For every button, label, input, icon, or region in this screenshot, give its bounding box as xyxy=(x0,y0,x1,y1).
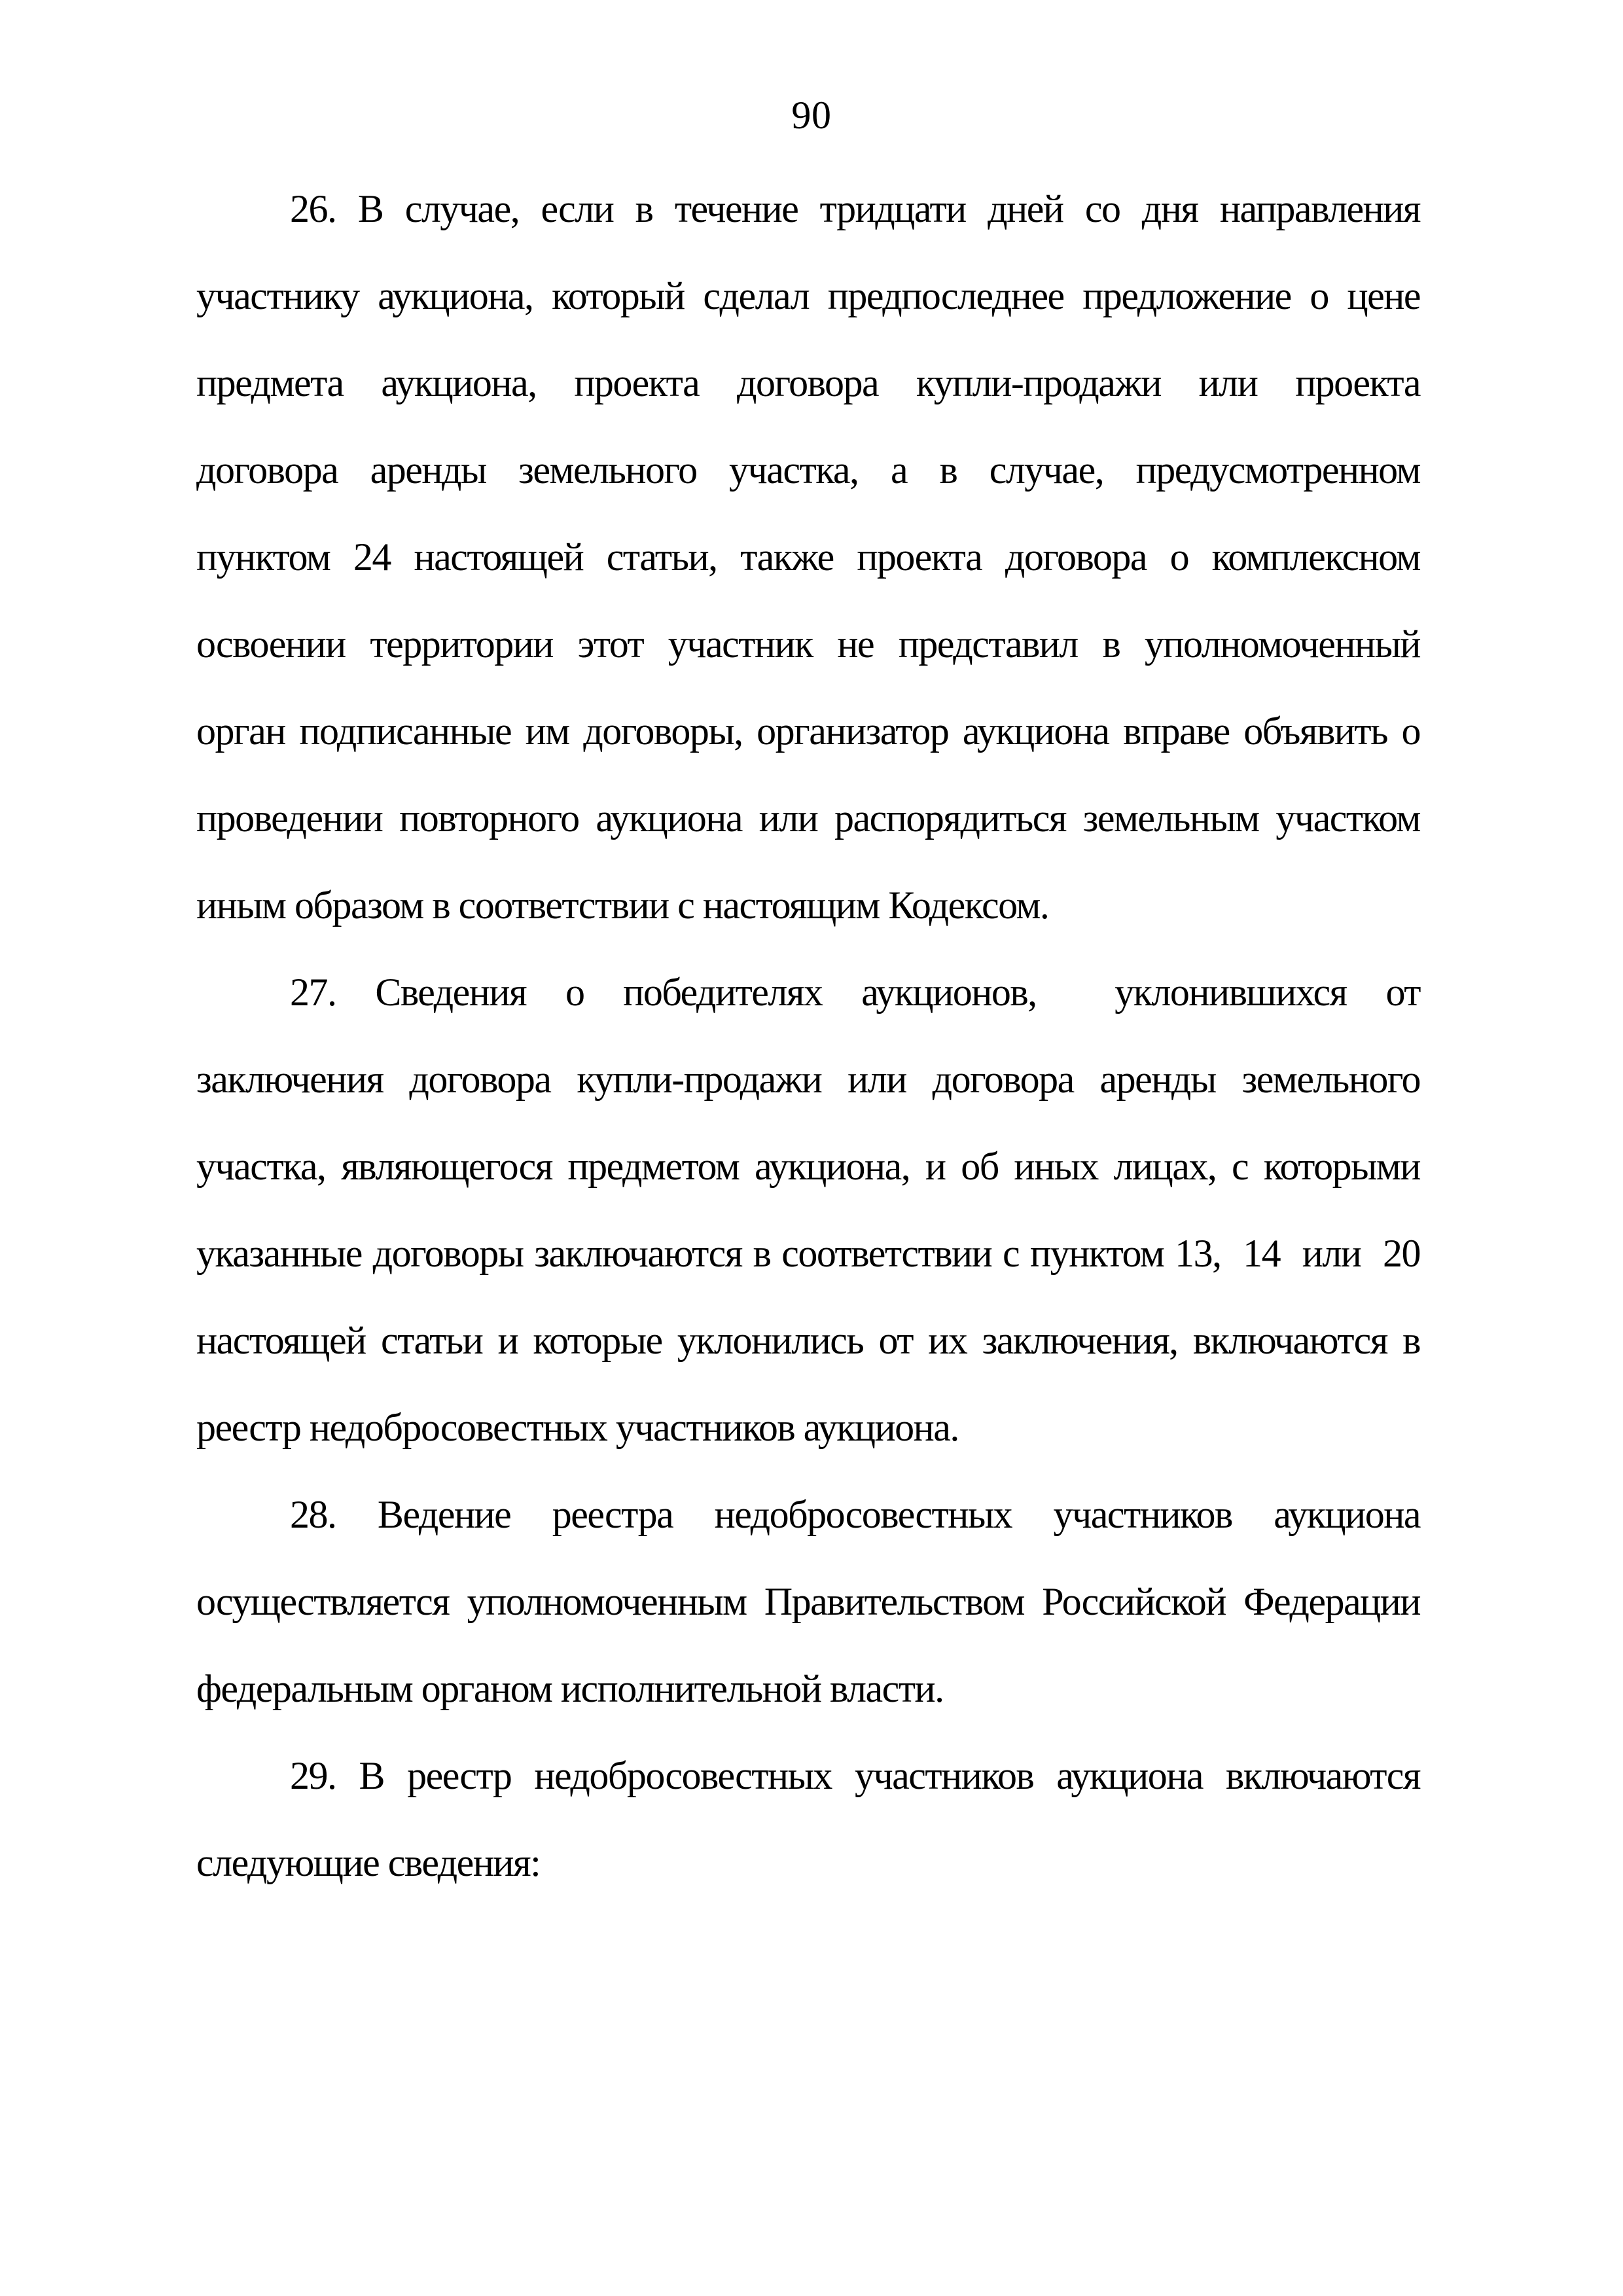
text-line: федеральным органом исполнительной власти. xyxy=(196,1667,944,1710)
text-line: освоении территории этот участник не представил в уполномоченный xyxy=(196,622,1420,666)
text-line: реестр недобросовестных участников аукциона. xyxy=(196,1406,959,1449)
text-line: иным образом в соответствии с настоящим Кодексом. xyxy=(196,884,1049,927)
text-line: следующие сведения: xyxy=(196,1841,541,1884)
text-line: настоящей статьи и которые уклонились от их заключения, включаются в xyxy=(196,1319,1420,1362)
page-number: 90 xyxy=(791,94,832,137)
text-line: договора аренды земельного участка, а в случае, предусмотренном xyxy=(196,448,1420,492)
text-line: заключения договора купли-продажи или договора аренды земельного xyxy=(196,1058,1420,1101)
text-line: 26. В случае, если в течение тридцати дней со дня направления xyxy=(290,187,1420,230)
text-line: 27. Сведения о победителях аукционов, уклонившихся от xyxy=(290,971,1420,1014)
paragraph-27 xyxy=(196,949,1420,1471)
text-line: указанные договоры заключаются в соответствии с пунктом 13, 14 или 20 xyxy=(196,1232,1420,1275)
paragraph-28 xyxy=(196,1471,1420,1732)
text-line: участка, являющегося предметом аукциона, и об иных лицах, с которыми xyxy=(196,1145,1420,1188)
paragraph-29 xyxy=(196,1732,1420,1907)
paragraph-26 xyxy=(196,166,1420,949)
document-body xyxy=(196,166,1420,1907)
text-line: проведении повторного аукциона или распорядиться земельным участком xyxy=(196,797,1420,840)
text-line: пунктом 24 настоящей статьи, также проекта договора о комплексном xyxy=(196,535,1420,579)
text-line: орган подписанные им договоры, организатор аукциона вправе объявить о xyxy=(196,709,1420,753)
text-line: предмета аукциона, проекта договора купли-продажи или проекта xyxy=(196,361,1420,404)
text-line: осуществляется уполномоченным Правительством Российской Федерации xyxy=(196,1580,1420,1623)
text-line: 28. Ведение реестра недобросовестных участников аукциона xyxy=(290,1493,1420,1536)
text-line: участнику аукциона, который сделал предпоследнее предложение о цене xyxy=(196,274,1420,317)
text-line: 29. В реестр недобросовестных участников аукциона включаются xyxy=(290,1754,1420,1797)
